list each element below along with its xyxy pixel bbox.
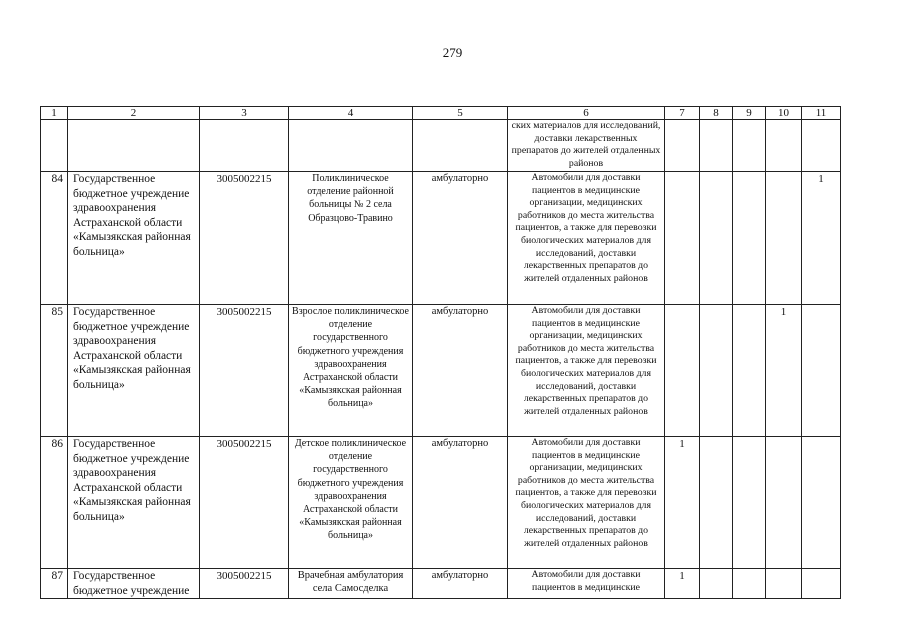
count-col-10 bbox=[766, 569, 802, 599]
vehicle-allocation-table bbox=[40, 106, 841, 599]
col-header-6: 6 bbox=[508, 107, 665, 120]
care-type: амбулаторно bbox=[413, 305, 508, 437]
count-col-11: 1 bbox=[802, 172, 841, 305]
department-name bbox=[289, 120, 413, 172]
count-col-8 bbox=[700, 120, 733, 172]
count-col-8 bbox=[700, 305, 733, 437]
vehicle-purpose: Автомобили для доставки пациентов в медицинские bbox=[508, 569, 665, 599]
organization-name: Государственное бюджетное учреждение здравоохранения Астраханской области «Камызякская районная больница» bbox=[68, 172, 200, 305]
department-name: Поликлиническое отделение районной больницы № 2 села Образцово-Травино bbox=[289, 172, 413, 305]
count-col-7: 1 bbox=[665, 569, 700, 599]
row-number bbox=[41, 120, 68, 172]
inn-code: 3005002215 bbox=[200, 569, 289, 599]
count-col-10 bbox=[766, 437, 802, 569]
count-col-11 bbox=[802, 437, 841, 569]
count-col-8 bbox=[700, 172, 733, 305]
count-col-7 bbox=[665, 172, 700, 305]
inn-code: 3005002215 bbox=[200, 172, 289, 305]
table-row bbox=[41, 172, 841, 305]
count-col-11 bbox=[802, 120, 841, 172]
page-number: 279 bbox=[442, 45, 463, 60]
row-number: 84 bbox=[41, 172, 68, 305]
row-number: 87 bbox=[41, 569, 68, 599]
header-row bbox=[41, 107, 841, 120]
table-row bbox=[41, 120, 841, 172]
inn-code: 3005002215 bbox=[200, 437, 289, 569]
count-col-10 bbox=[766, 120, 802, 172]
vehicle-purpose: Автомобили для доставки пациентов в медицинские организации, медицинских работников до места жительства пациентов, а также для перевозки биологических материалов для исследований, доставки лекарственных препаратов до жителей отдаленных районов bbox=[508, 437, 665, 569]
organization-name: Государственное бюджетное учреждение здравоохранения Астраханской области «Камызякская районная больница» bbox=[68, 437, 200, 569]
vehicle-purpose: ских материалов для исследований, доставки лекарственных препаратов до жителей отдаленных районов bbox=[508, 120, 665, 172]
col-header-8: 8 bbox=[700, 107, 733, 120]
col-header-3: 3 bbox=[200, 107, 289, 120]
organization-name: Государственное бюджетное учреждение здравоохранения Астраханской области «Камызякская районная больница» bbox=[68, 305, 200, 437]
row-number: 86 bbox=[41, 437, 68, 569]
care-type bbox=[413, 120, 508, 172]
count-col-9 bbox=[733, 305, 766, 437]
col-header-10: 10 bbox=[766, 107, 802, 120]
inn-code bbox=[200, 120, 289, 172]
vehicle-purpose: Автомобили для доставки пациентов в медицинские организации, медицинских работников до места жительства пациентов, а также для перевозки биологических материалов для исследований, доставки лекарственных препаратов до жителей отдаленных районов bbox=[508, 172, 665, 305]
inn-code: 3005002215 bbox=[200, 305, 289, 437]
care-type: амбулаторно bbox=[413, 172, 508, 305]
table-row bbox=[41, 305, 841, 437]
count-col-10 bbox=[766, 172, 802, 305]
col-header-2: 2 bbox=[68, 107, 200, 120]
col-header-5: 5 bbox=[413, 107, 508, 120]
col-header-7: 7 bbox=[665, 107, 700, 120]
col-header-1: 1 bbox=[41, 107, 68, 120]
count-col-9 bbox=[733, 437, 766, 569]
department-name: Взрослое поликлиническое отделение государственного бюджетного учреждения здравоохранения Астраханской области «Камызякская районная больница» bbox=[289, 305, 413, 437]
care-type: амбулаторно bbox=[413, 437, 508, 569]
department-name: Детское поликлиническое отделение государственного бюджетного учреждения здравоохранения Астраханской области «Камызякская районная больница» bbox=[289, 437, 413, 569]
count-col-9 bbox=[733, 569, 766, 599]
row-number: 85 bbox=[41, 305, 68, 437]
table-row bbox=[41, 437, 841, 569]
count-col-9 bbox=[733, 120, 766, 172]
count-col-8 bbox=[700, 569, 733, 599]
organization-name: Государственное бюджетное учреждение bbox=[68, 569, 200, 599]
organization-name bbox=[68, 120, 200, 172]
care-type: амбулаторно bbox=[413, 569, 508, 599]
count-col-7 bbox=[665, 120, 700, 172]
table-row bbox=[41, 569, 841, 599]
count-col-7: 1 bbox=[665, 437, 700, 569]
col-header-11: 11 bbox=[802, 107, 841, 120]
count-col-8 bbox=[700, 437, 733, 569]
col-header-9: 9 bbox=[733, 107, 766, 120]
count-col-7 bbox=[665, 305, 700, 437]
col-header-4: 4 bbox=[289, 107, 413, 120]
count-col-10: 1 bbox=[766, 305, 802, 437]
count-col-9 bbox=[733, 172, 766, 305]
department-name: Врачебная амбулатория села Самосделка bbox=[289, 569, 413, 599]
vehicle-purpose: Автомобили для доставки пациентов в медицинские организации, медицинских работников до места жительства пациентов, а также для перевозки биологических материалов для исследований, доставки лекарственных препаратов до жителей отдаленных районов bbox=[508, 305, 665, 437]
count-col-11 bbox=[802, 305, 841, 437]
count-col-11 bbox=[802, 569, 841, 599]
